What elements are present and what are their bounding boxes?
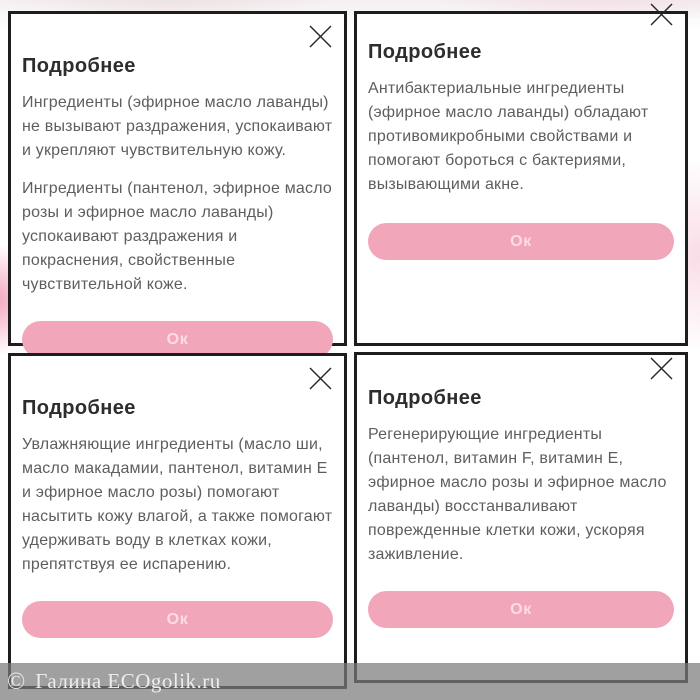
ok-button[interactable]: Ок bbox=[368, 591, 674, 628]
close-icon[interactable] bbox=[308, 24, 333, 49]
details-modal-4 bbox=[354, 352, 688, 683]
modal-title: Подробнее bbox=[368, 387, 482, 409]
modal-title: Подробнее bbox=[368, 41, 482, 63]
modal-title: Подробнее bbox=[22, 397, 136, 419]
modal-paragraph: Антибактериальные ингредиенты (эфирное масло лаванды) обладают противомикробными свойствами и помогают бороться с бактериями, вызывающими акне. bbox=[368, 80, 649, 193]
details-modal-3 bbox=[8, 353, 347, 689]
details-modal-2 bbox=[354, 11, 688, 346]
close-icon[interactable] bbox=[308, 366, 333, 391]
close-icon[interactable] bbox=[649, 356, 674, 381]
modal-title: Подробнее bbox=[22, 55, 136, 77]
watermark-bar bbox=[0, 663, 700, 700]
modal-paragraph: Регенерирующие ингредиенты (пантенол, витамин F, витамин Е, эфирное масло розы и эфирное масло лаванды) восстанваливают поврежденные клетки кожи, ускоряя заживление. bbox=[368, 426, 667, 563]
modal-paragraph: Ингредиенты (эфирное масло лаванды) не вызывают раздражения, успокаивают и укрепляют чувствительную кожу. bbox=[22, 94, 333, 159]
details-modal-1 bbox=[8, 11, 347, 346]
ok-button[interactable]: Ок bbox=[368, 223, 674, 260]
close-icon[interactable] bbox=[649, 2, 674, 27]
modal-paragraph: Ингредиенты (пантенол, эфирное масло розы и эфирное масло лаванды) успокаивают раздражения и покраснения, свойственные чувствительной коже. bbox=[22, 180, 333, 293]
ok-button[interactable]: Ок bbox=[22, 601, 333, 638]
modal-paragraph: Увлажняющие ингредиенты (масло ши, масло макадамии, пантенол, витамин Е и эфирное масло розы) помогают насытить кожу влагой, а также помогают удерживать воду в клетках кожи, препятствуя ее испарению. bbox=[22, 436, 333, 573]
copyright-icon: © bbox=[7, 668, 26, 695]
ok-button[interactable]: Ок bbox=[22, 321, 333, 358]
watermark-text: Галина ECOgolik.ru bbox=[35, 669, 221, 693]
